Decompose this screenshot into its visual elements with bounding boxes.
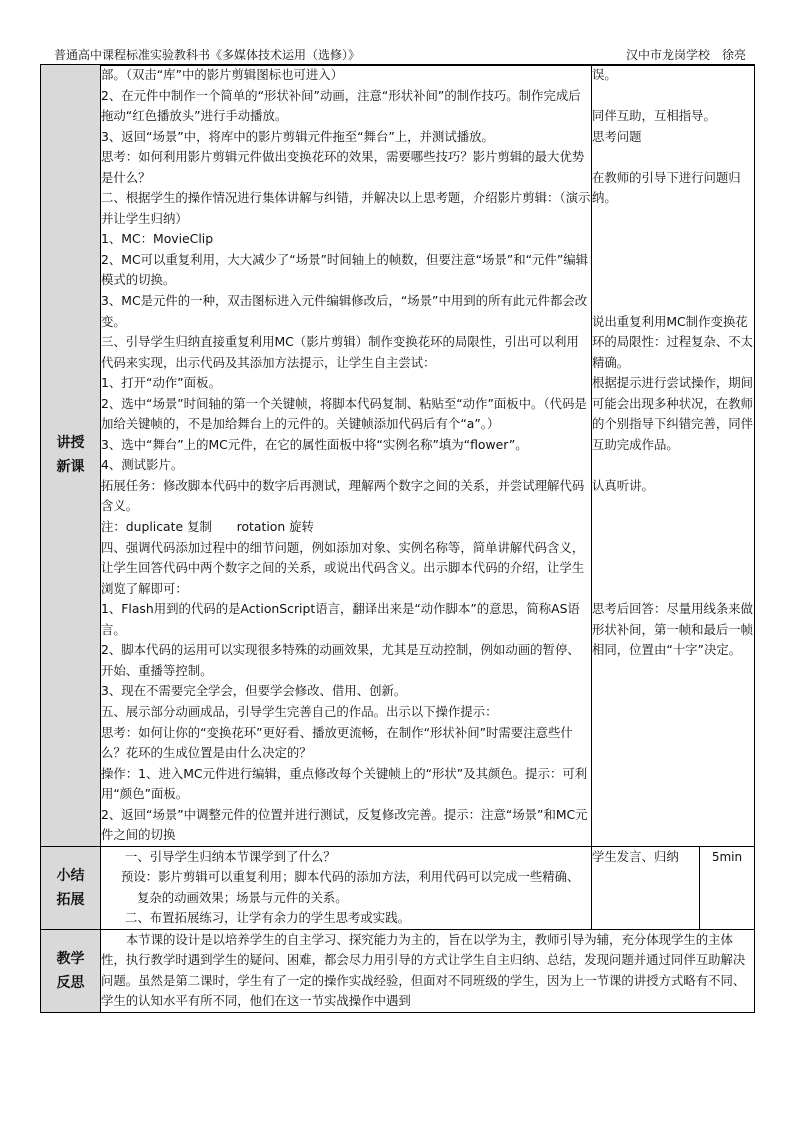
- content-line: 三、引导学生归纳直接重复利用MC（影片剪辑）制作变换花环的局限性，引出可以利用代码来实现，出示代码及其添加方法提示，让学生自主尝试：: [101, 334, 579, 370]
- activity-line: 思考问题: [592, 128, 642, 144]
- activity-line: 思考后回答：尽量用线条来做形状补间，第一帧和最后一帧相同，位置由“十字”决定。: [592, 601, 754, 658]
- content-line: 2、返回“场景”中调整元件的位置并进行测试，反复修改完善。提示：注意“场景”和MC元件之间的切换: [101, 806, 588, 843]
- summary-line: 一、引导学生归纳本节课学到了什么？: [125, 848, 336, 864]
- content-line: 四、强调代码添加过程中的细节问题，例如添加对象、实例名称等，简单讲解代码含义，让学生回答代码中两个数字之间的关系，或说出代码含义。出示脚本代码的介绍，让学生浏览了解即可：: [101, 539, 585, 596]
- content-line: 操作：1、进入MC元件进行编辑，重点修改每个关键帧上的“形状”及其颜色。提示：可利用“颜色”面板。: [101, 765, 588, 802]
- content-line: 思考：如何利用影片剪辑元件做出变换花环的效果，需要哪些技巧？影片剪辑的最大优势是什么？: [101, 149, 585, 185]
- content-line: 五、展示部分动画成品，引导学生完善自己的作品。出示以下操作提示：: [101, 703, 498, 719]
- content-line: 2、脚本代码的运用可以实现很多特殊的动画效果，尤其是互动控制，例如动画的暂停、开始、重播等控制。: [101, 642, 580, 678]
- content-line: 1、打开“动作”面板。: [101, 375, 221, 391]
- content-line: 3、选中“舞台”上的MC元件，在它的属性面板中将“实例名称”填为“flower”。: [101, 436, 528, 452]
- lecture-row: [41, 65, 755, 847]
- activity-line: 误。: [592, 67, 617, 82]
- summary-content: [101, 846, 592, 929]
- lecture-label: 讲授 新课: [41, 65, 101, 847]
- lesson-table: [40, 64, 755, 1013]
- book-title: 普通高中课程标准实验教科书《多媒体技术运用（选修）》: [54, 48, 361, 62]
- reflection-content: 本节课的设计是以培养学生的自主学习、探究能力为主的，旨在以学为主，教师引导为辅，充分体现学生的主体性，执行教学时遇到学生的疑问、困难，都会尽力用引导的方式让学生自主归纳、总结，发现问题并通过同伴互助解决问题。虽然是第二课时，学生有了一定的操作实战经验，但面对不同班级的学生，因为上一节课的讲授方式略有不同、学生的认知水平有所不同，他们在这一节实战操作中遇到: [101, 929, 755, 1012]
- content-line: 1、MC：MovieClip: [101, 231, 214, 247]
- content-line: 1、Flash用到的代码的是ActionScript语言，翻译出来是“动作脚本”的意思，简称AS语言。: [101, 601, 580, 637]
- reflection-row: [41, 929, 755, 1012]
- content-line: 2、选中“场景”时间轴的第一个关键帧，将脚本代码复制、粘贴至“动作”面板中。（代码是加给关键帧的，不是加给舞台上的元件的。关键帧添加代码后有个“a”。）: [101, 395, 587, 432]
- student-activity: [592, 65, 755, 847]
- reflection-label: 教学 反思: [41, 929, 101, 1012]
- content-line: 3、MC是元件的一种，双击图标进入元件编辑修改后，“场景”中用到的所有此元件都会改变。: [101, 293, 588, 329]
- activity-line: 说出重复利用MC制作变换花环的局限性：过程复杂、不太精确。: [592, 313, 754, 370]
- activity-line: 同伴互助，互相指导。: [592, 108, 716, 124]
- summary-activity: 学生发言、归纳: [592, 846, 700, 929]
- activity-line: 根据提示进行尝试操作，期间可能会出现多种状况，在教师的个别指导下纠错完善，同伴互助完成作品。: [592, 375, 754, 452]
- content-line: 思考：如何让你的“变换花环”更好看、播放更流畅，在制作“形状补间”时需要注意些什么？花环的生成位置是由什么决定的？: [101, 724, 573, 761]
- page-header: [40, 45, 754, 66]
- content-line: 拓展任务：修改脚本代码中的数字后再测试，理解两个数字之间的关系，并尝试理解代码含义。: [101, 477, 585, 514]
- summary-line: 预设：影片剪辑可以重复利用；脚本代码的添加方法，利用代码可以完成一些精确、复杂的动画效果；场景与元件的关系。: [121, 869, 580, 905]
- content-line: 4、测试影片。: [101, 457, 184, 473]
- lecture-content: [101, 65, 592, 847]
- content-line: 2、MC可以重复利用，大大减少了“场景”时间轴上的帧数，但要注意“场景”和“元件”编辑模式的切换。: [101, 251, 589, 288]
- activity-line: 认真听讲。: [592, 477, 654, 493]
- summary-time: 5min: [700, 846, 755, 929]
- activity-line: 在教师的引导下进行问题归纳。: [592, 169, 741, 206]
- summary-line: 二、布置拓展练习，让学有余力的学生思考或实践。: [125, 910, 410, 926]
- content-line: 部。（双击“库”中的影片剪辑图标也可进入）: [101, 67, 344, 82]
- content-line: 注：duplicate 复制 rotation 旋转: [101, 519, 314, 535]
- content-line: 3、现在不需要完全学会，但要学会修改、借用、创新。: [101, 683, 407, 699]
- content-line: 3、返回“场景”中，将库中的影片剪辑元件拖至“舞台”上，并测试播放。: [101, 128, 494, 144]
- content-line: 二、根据学生的操作情况进行集体讲解与纠错，并解决以上思考题，介绍影片剪辑：（演示并让学生归纳）: [101, 190, 591, 226]
- summary-label: 小结 拓展: [41, 846, 101, 929]
- content-line: 2、在元件中制作一个简单的“形状补间”动画，注意“形状补间”的制作技巧。制作完成后拖动“红色播放头”进行手动播放。: [101, 87, 581, 124]
- summary-row: [41, 846, 755, 929]
- school-author: 汉中市龙岗学校 徐亮: [625, 48, 746, 62]
